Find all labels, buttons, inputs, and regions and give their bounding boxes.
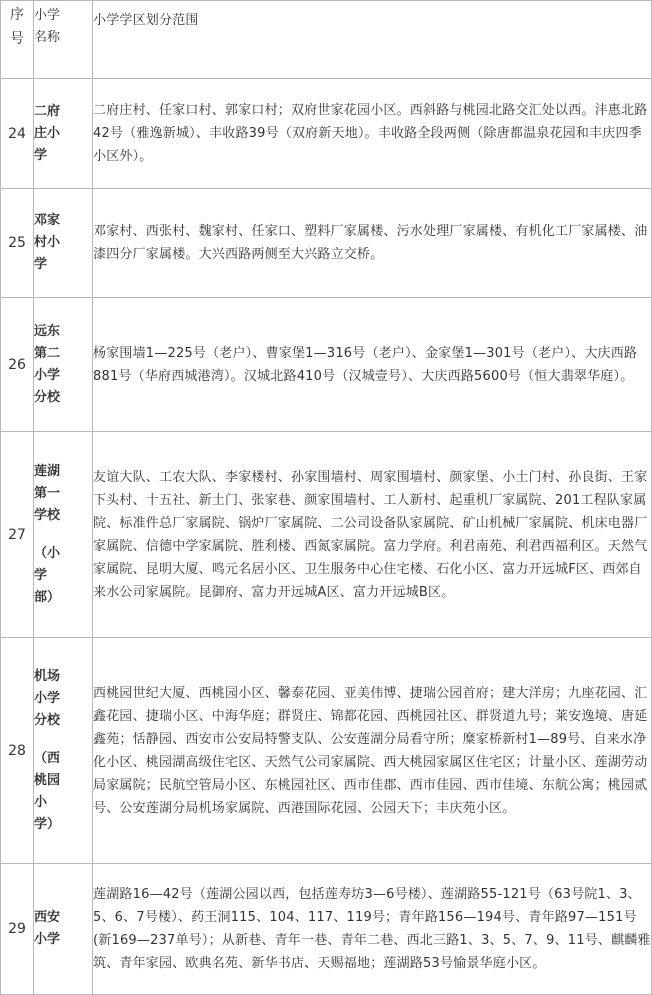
row-number: 24 [1,79,34,189]
school-name-line: 二府 [34,103,61,119]
school-name-line: 部） [34,589,61,605]
school-name [34,638,93,864]
school-name-spacer [34,527,92,543]
header-name-line: 名称 [34,30,61,45]
school-name-line: 桃园 [34,772,61,788]
row-number: 26 [1,298,34,432]
row-number: 27 [1,432,34,638]
district-range: 西桃园世纪大厦、西桃园小区、馨泰花园、亚美伟博、捷瑞公园首府；建大洋房；九座花园、汇鑫花园、捷瑞小区、中海华庭；群贤庄、锦都花园、西桃园社区、群贤道九号；莱安逸境、唐延鑫苑；恬静园、西安市公安局特警支队、公安莲湖分局看守所；糜家桥新村1—89号、自来水净化小区、桃园湖高级住宅区、天然气公司家属院、西大桃园家属区住宅区；计量小区、莲湖劳动局家属院；民航空管局小区、东桃园社区、西市佳郡、西市佳园、西市佳境、东航公寓；桃园贰号、公安莲湖分局机场家属院、西港国际花园、公园天下；丰庆苑小区。 [93,638,652,864]
district-range: 莲湖路16—42号（莲湖公园以西，包括莲寿坊3—6号楼）、莲湖路55-121号（63号院1、3、5、6、7号楼）、药王洞115、104、117、119号；青年路156—194号、青年路97—151号(新169—237单号）；从新巷、青年一巷、青年二巷、西北三路1、3、5、7、9、11号、麒麟雅筑、青年家园、欧典名苑、新华书店、天赐福地；莲湖路53号愉景华庭小区。 [93,864,652,995]
header-name-line: 小学 [34,8,61,23]
table-row [1,298,652,432]
header-number-cell [1,1,34,79]
school-name-line: 学校 [34,507,61,523]
school-name-line: 第二 [34,345,61,361]
school-name [34,79,93,189]
school-name-line: 小学 [34,690,61,706]
school-name-line: （小 [34,545,61,561]
school-name-line: 庄小 [34,125,61,141]
school-name-line: 第一 [34,485,61,501]
header-number-line: 号 [10,31,24,47]
district-range: 二府庄村、任家口村、郭家口村；双府世家花园小区。西斜路与桃园北路交汇处以西。沣惠北路42号（雅逸新城）、丰收路39号（双府新天地）。丰收路全段两侧（除唐都温泉花园和丰庆四季小区外）。 [93,79,652,189]
table-header-row [1,1,652,79]
row-number: 29 [1,864,34,995]
school-name-line: 学 [34,567,48,583]
table-row [1,432,652,638]
header-name-cell [34,1,93,79]
school-name-line: 村小 [34,235,61,250]
school-name [34,432,93,638]
school-name-spacer [34,732,92,748]
school-name-line: 西安 [34,910,61,925]
school-name-line: 分校 [34,712,61,728]
header-number-line: 序 [10,7,24,23]
district-range: 杨家围墙1—225号（老户）、曹家堡1—316号（老户）、金家堡1—301号（老户）、大庆西路881号（华府西城港湾）。汉城北路410号（汉城壹号）、大庆西路5600号（恒大翡翠华庭）。 [93,298,652,432]
row-number: 25 [1,189,34,298]
school-name [34,298,93,432]
school-name-line: 小 [34,794,48,810]
table-row [1,864,652,995]
table-row [1,79,652,189]
district-range: 邓家村、西张村、魏家村、任家口、塑料厂家属楼、污水处理厂家属楼、有机化工厂家属楼、油漆四分厂家属楼。大兴西路两侧至大兴路立交桥。 [93,189,652,298]
school-name-line: （西 [34,750,61,766]
school-name [34,189,93,298]
school-name-line: 远东 [34,323,61,339]
row-number: 28 [1,638,34,864]
school-name-line: 机场 [34,668,61,684]
school-name-line: 学 [34,147,48,163]
school-name-line: 分校 [34,389,61,405]
district-range: 友谊大队、工农大队、李家楼村、孙家围墙村、周家围墙村、颜家堡、小土门村、孙良街、王家下头村、十五社、新土门、张家巷、颜家围墙村、工人新村、起重机厂家属院、201工程队家属院、标准件总厂家属院、锅炉厂家属院、二公司设备队家属院、矿山机械厂家属院、机床电器厂家属院、信德中学家属院、胜利楼、西氮家属院。富力学府。利君南苑、利君西福利区。天然气家属院、昆明大厦、鸣元名居小区、卫生服务中心住宅楼、石化小区、富力开远城F区、西郊自来水公司家属院。昆御府、富力开远城A区、富力开远城B区。 [93,432,652,638]
school-name-line: 小学 [34,367,61,383]
school-name-line: 莲湖 [34,463,61,479]
school-name [34,864,93,995]
table-row [1,638,652,864]
header-range-cell: 小学学区划分范围 [93,1,652,79]
school-name-line: 邓家 [34,213,61,228]
table-row [1,189,652,298]
school-name-line: 小学 [34,932,61,947]
school-name-line: 学 [34,257,48,272]
school-name-line: 学） [34,816,61,832]
